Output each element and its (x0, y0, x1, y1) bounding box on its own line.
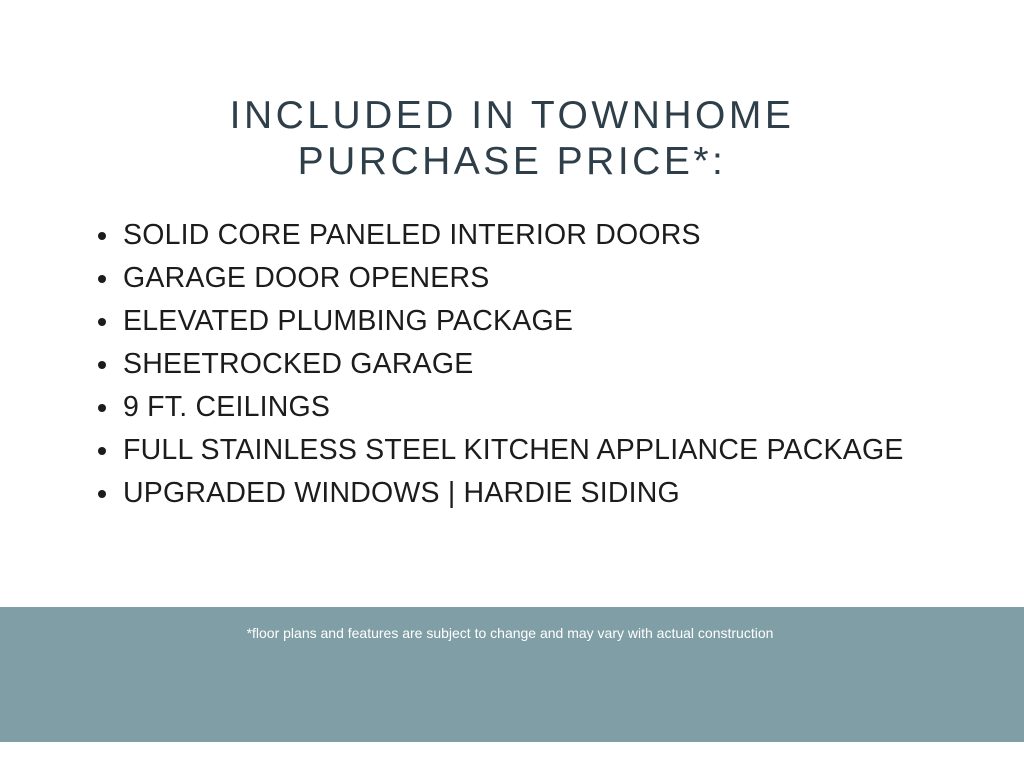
feature-item (94, 472, 904, 515)
feature-item-label: SHEETROCKED GARAGE (123, 348, 474, 380)
feature-item-label: FULL STAINLESS STEEL KITCHEN APPLIANCE PACKAGE (123, 434, 904, 466)
feature-item (94, 386, 904, 429)
feature-list (94, 214, 904, 515)
feature-item (94, 300, 904, 343)
feature-item (94, 257, 904, 300)
page-title (0, 93, 1024, 185)
feature-item (94, 214, 904, 257)
feature-item-label: ELEVATED PLUMBING PACKAGE (123, 305, 574, 337)
feature-item (94, 429, 904, 472)
bullet-icon (98, 275, 106, 283)
bullet-icon (98, 318, 106, 326)
feature-item-label: GARAGE DOOR OPENERS (123, 262, 490, 294)
bullet-icon (98, 361, 106, 369)
bullet-icon (98, 490, 106, 498)
feature-item-label: 9 FT. CEILINGS (123, 391, 331, 423)
feature-item-label: SOLID CORE PANELED INTERIOR DOORS (123, 219, 701, 251)
footer-band (0, 607, 1024, 742)
bullet-icon (98, 232, 106, 240)
bullet-icon (98, 404, 106, 412)
page-title-line-2: PURCHASE PRICE*: (297, 140, 727, 183)
feature-item (94, 343, 904, 386)
page-title-line-1: INCLUDED IN TOWNHOME (229, 94, 795, 137)
bullet-icon (98, 447, 106, 455)
disclaimer-text: *floor plans and features are subject to change and may vary with actual construction (246, 625, 774, 641)
feature-item-label: UPGRADED WINDOWS | HARDIE SIDING (123, 477, 680, 509)
